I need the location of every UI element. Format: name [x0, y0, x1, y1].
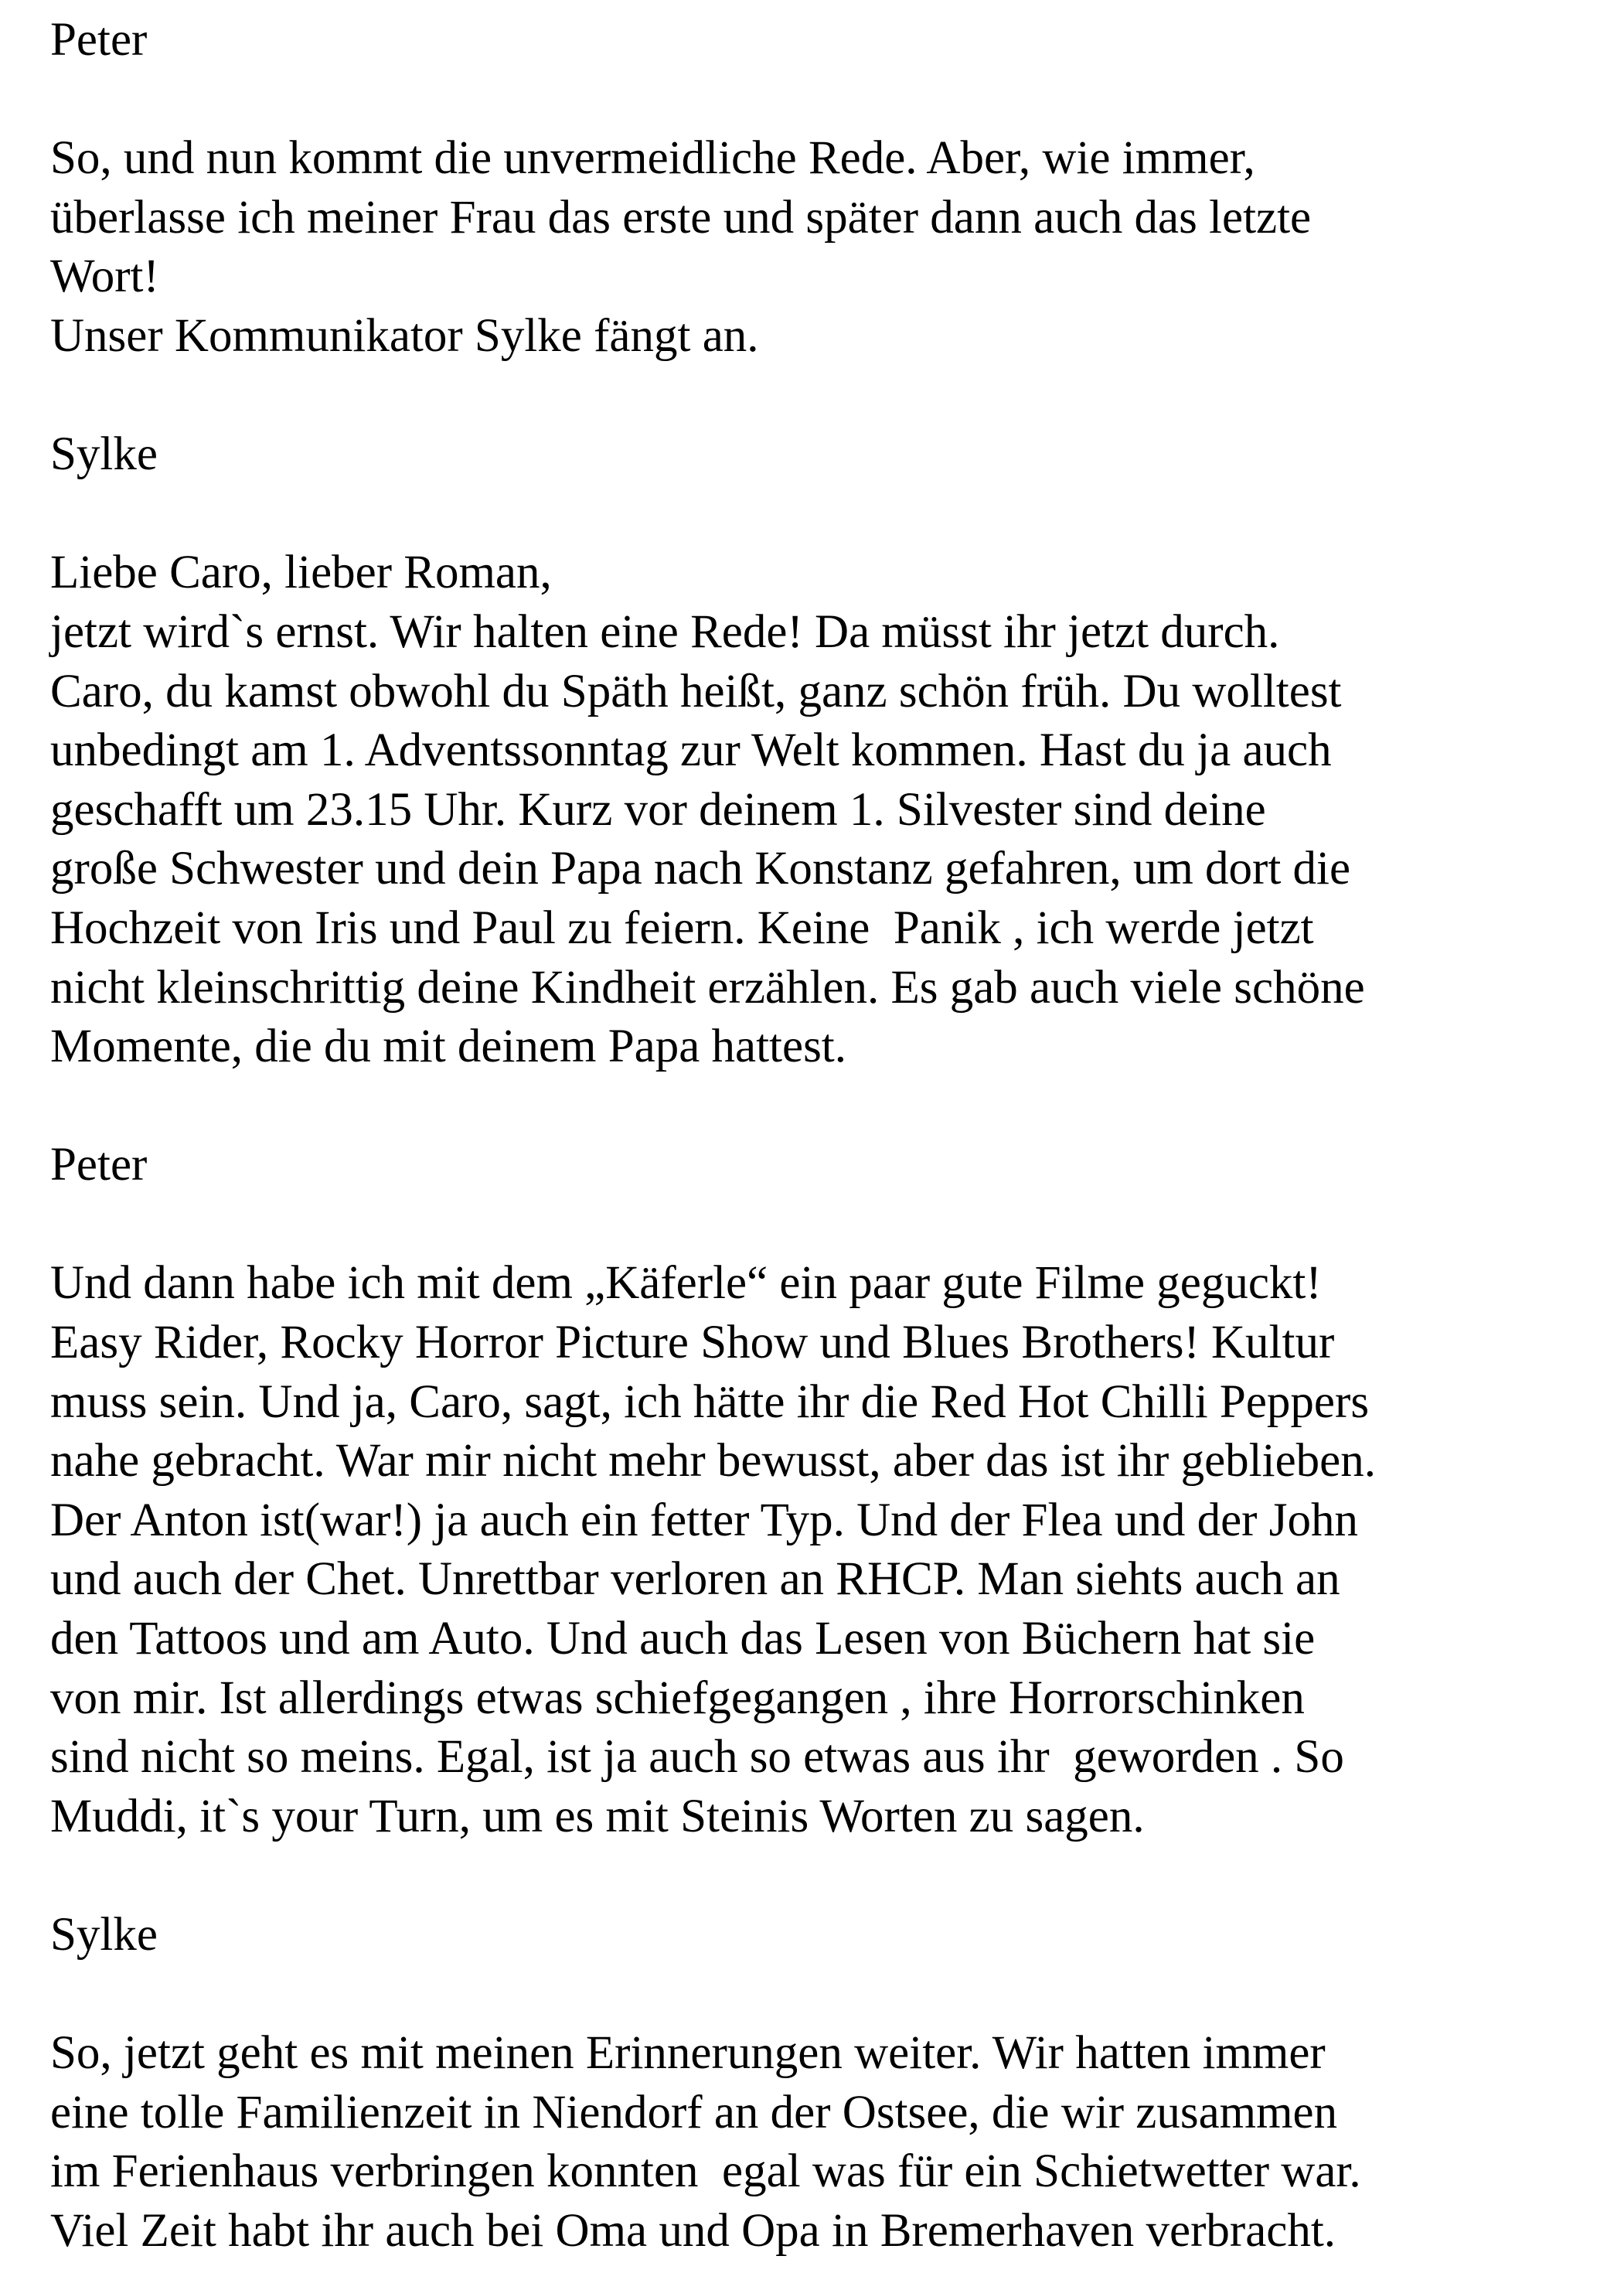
paragraph — [50, 1254, 1596, 1846]
text-line: Easy Rider, Rocky Horror Picture Show und Blues Brothers! Kultur — [50, 1317, 1335, 1369]
text-line: Momente, die du mit deinem Papa hattest. — [50, 1021, 847, 1073]
text-line: im Ferienhaus verbringen konnten egal was für ein Schietwetter war. — [50, 2145, 1361, 2198]
text-line: Caro, du kamst obwohl du Späth heißt, ganz schön früh. Du wolltest — [50, 665, 1342, 717]
text-line: geschafft um 23.15 Uhr. Kurz vor deinem 1. Silvester sind deine — [50, 783, 1266, 836]
blank-line — [50, 1846, 1596, 1906]
text-line: von mir. Ist allerdings etwas schiefgegangen , ihre Horrorschinken — [50, 1671, 1305, 1724]
speaker-label: Sylke — [50, 1909, 158, 1961]
text-line: unbedingt am 1. Adventssonntag zur Welt kommen. Hast du ja auch — [50, 724, 1332, 777]
document-page — [50, 11, 1596, 2261]
paragraph — [50, 129, 1596, 366]
blank-line — [50, 485, 1596, 544]
text-line: So, jetzt geht es mit meinen Erinnerungen weiter. Wir hatten immer — [50, 2027, 1326, 2080]
text-line: Der Anton ist(war!) ja auch ein fetter Typ. Und der Flea und der John — [50, 1494, 1358, 1546]
text-line: Wort! — [50, 250, 159, 303]
text-line: Muddi, it`s your Turn, um es mit Steinis Worten zu sagen. — [50, 1790, 1145, 1842]
speaker-label: Sylke — [50, 428, 158, 481]
text-line: nahe gebracht. War mir nicht mehr bewusst, aber das ist ihr geblieben. — [50, 1435, 1376, 1487]
blank-line — [50, 70, 1596, 130]
text-line: und auch der Chet. Unrettbar verloren an RHCP. Man siehts auch an — [50, 1553, 1340, 1606]
blank-line — [50, 1077, 1596, 1136]
speaker-label: Peter — [50, 14, 148, 66]
text-line: eine tolle Familienzeit in Niendorf an der Ostsee, die wir zusammen — [50, 2086, 1338, 2138]
text-line: Viel Zeit habt ihr auch bei Oma und Opa in Bremerhaven verbracht. — [50, 2204, 1336, 2257]
blank-line — [50, 1195, 1596, 1255]
speaker-label: Peter — [50, 1139, 148, 1191]
text-line: jetzt wird`s ernst. Wir halten eine Rede! Da müsst ihr jetzt durch. — [50, 605, 1280, 658]
text-line: Liebe Caro, lieber Roman, — [50, 547, 552, 599]
text-line: Und dann habe ich mit dem „Käferle“ ein paar gute Filme geguckt! — [50, 1257, 1322, 1310]
text-line: den Tattoos und am Auto. Und auch das Lesen von Büchern hat sie — [50, 1613, 1316, 1665]
paragraph — [50, 2024, 1596, 2261]
text-line: muss sein. Und ja, Caro, sagt, ich hätte ihr die Red Hot Chilli Peppers — [50, 1375, 1370, 1428]
blank-line — [50, 1965, 1596, 2025]
text-line: Unser Kommunikator Sylke fängt an. — [50, 309, 759, 362]
text-line: So, und nun kommt die unvermeidliche Rede. Aber, wie immer, — [50, 132, 1255, 185]
blank-line — [50, 366, 1596, 426]
text-line: große Schwester und dein Papa nach Konstanz gefahren, um dort die — [50, 843, 1351, 895]
text-line: sind nicht so meins. Egal, ist ja auch so etwas aus ihr geworden . So — [50, 1731, 1344, 1784]
text-line: nicht kleinschrittig deine Kindheit erzählen. Es gab auch viele schöne — [50, 961, 1365, 1014]
text-line: überlasse ich meiner Frau das erste und später dann auch das letzte — [50, 191, 1312, 244]
text-line: Hochzeit von Iris und Paul zu feiern. Keine Panik , ich werde jetzt — [50, 901, 1314, 954]
paragraph — [50, 544, 1596, 1076]
